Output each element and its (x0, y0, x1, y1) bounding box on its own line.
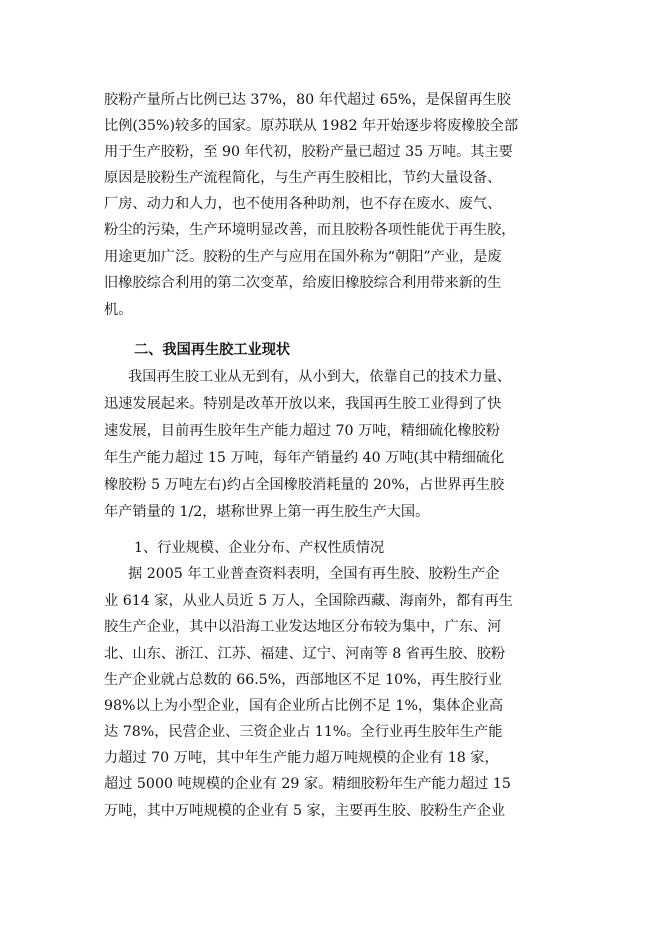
paragraph-line: 北、山东、浙江、江苏、福建、辽宁、河南等 8 省再生胶、胶粉 (104, 646, 506, 662)
subsection-heading: 1、行业规模、企业分布、产权性质情况 (134, 540, 385, 556)
paragraph-line: 达 78%，民营企业、三资企业占 11%。全行业再生胶年生产能 (104, 724, 503, 740)
paragraph-line: 用于生产胶粉，至 90 年代初，胶粉产量已超过 35 万吨。其主要 (104, 144, 513, 160)
paragraph-line: 业 614 家，从业人员近 5 万人，全国除西藏、海南外，都有再生 (104, 593, 513, 609)
paragraph-line: 机。 (104, 302, 133, 318)
paragraph-line: 迅速发展起来。特别是改革开放以来，我国再生胶工业得到了快 (104, 396, 502, 412)
paragraph-line: 粉尘的污染，生产环境明显改善，而且胶粉各项性能优于再生胶， (104, 222, 516, 238)
paragraph-line: 速发展，目前再生胶年生产能力超过 70 万吨，精细硫化橡胶粉 (104, 423, 500, 439)
paragraph-line: 万吨，其中万吨规模的企业有 5 家，主要再生胶、胶粉生产企业 (104, 803, 506, 819)
paragraph-line: 据 2005 年工业普查资料表明，全国有再生胶、胶粉生产企 (128, 566, 500, 582)
paragraph-line: 旧橡胶综合利用的第二次变革，给废旧橡胶综合利用带来新的生 (104, 275, 502, 291)
paragraph-line: 用途更加广泛。胶粉的生产与应用在国外称为“朝阳”产业，是废 (104, 249, 502, 265)
section-heading: 二、我国再生胶工业现状 (134, 342, 291, 358)
paragraph-line: 年生产能力超过 15 万吨，每年产销量约 40 万吨(其中精细硫化 (104, 450, 505, 466)
paragraph-line: 胶生产企业，其中以沿海工业发达地区分布较为集中，广东、河 (104, 619, 502, 635)
paragraph-line: 年产销量的 1/2，堪称世界上第一再生胶生产大国。 (104, 504, 430, 520)
paragraph-line: 生产企业就占总数的 66.5%，西部地区不足 10%，再生胶行业 (104, 672, 502, 688)
paragraph-line: 我国再生胶工业从无到有，从小到大，依靠自己的技术力量、 (128, 369, 512, 385)
paragraph-line: 橡胶粉 5 万吨左右)约占全国橡胶消耗量的 20%，占世界再生胶 (104, 477, 505, 493)
paragraph-line: 力超过 70 万吨，其中年生产能力超万吨规模的企业有 18 家， (104, 750, 499, 766)
paragraph-line: 厂房、动力和人力，也不使用各种助剂，也不存在废水、废气、 (104, 196, 502, 212)
paragraph-line: 超过 5000 吨规模的企业有 29 家。精细胶粉年生产能力超过 15 (104, 776, 511, 792)
paragraph-line: 胶粉产量所占比例已达 37%，80 年代超过 65%，是保留再生胶 (104, 92, 511, 108)
paragraph-line: 比例(35%)较多的国家。原苏联从 1982 年开始逐步将废橡胶全部 (104, 118, 519, 134)
paragraph-line: 原因是胶粉生产流程简化，与生产再生胶相比，节约大量设备、 (104, 170, 502, 186)
paragraph-line: 98%以上为小型企业，国有企业所占比例不足 1%，集体企业高 (104, 698, 504, 714)
